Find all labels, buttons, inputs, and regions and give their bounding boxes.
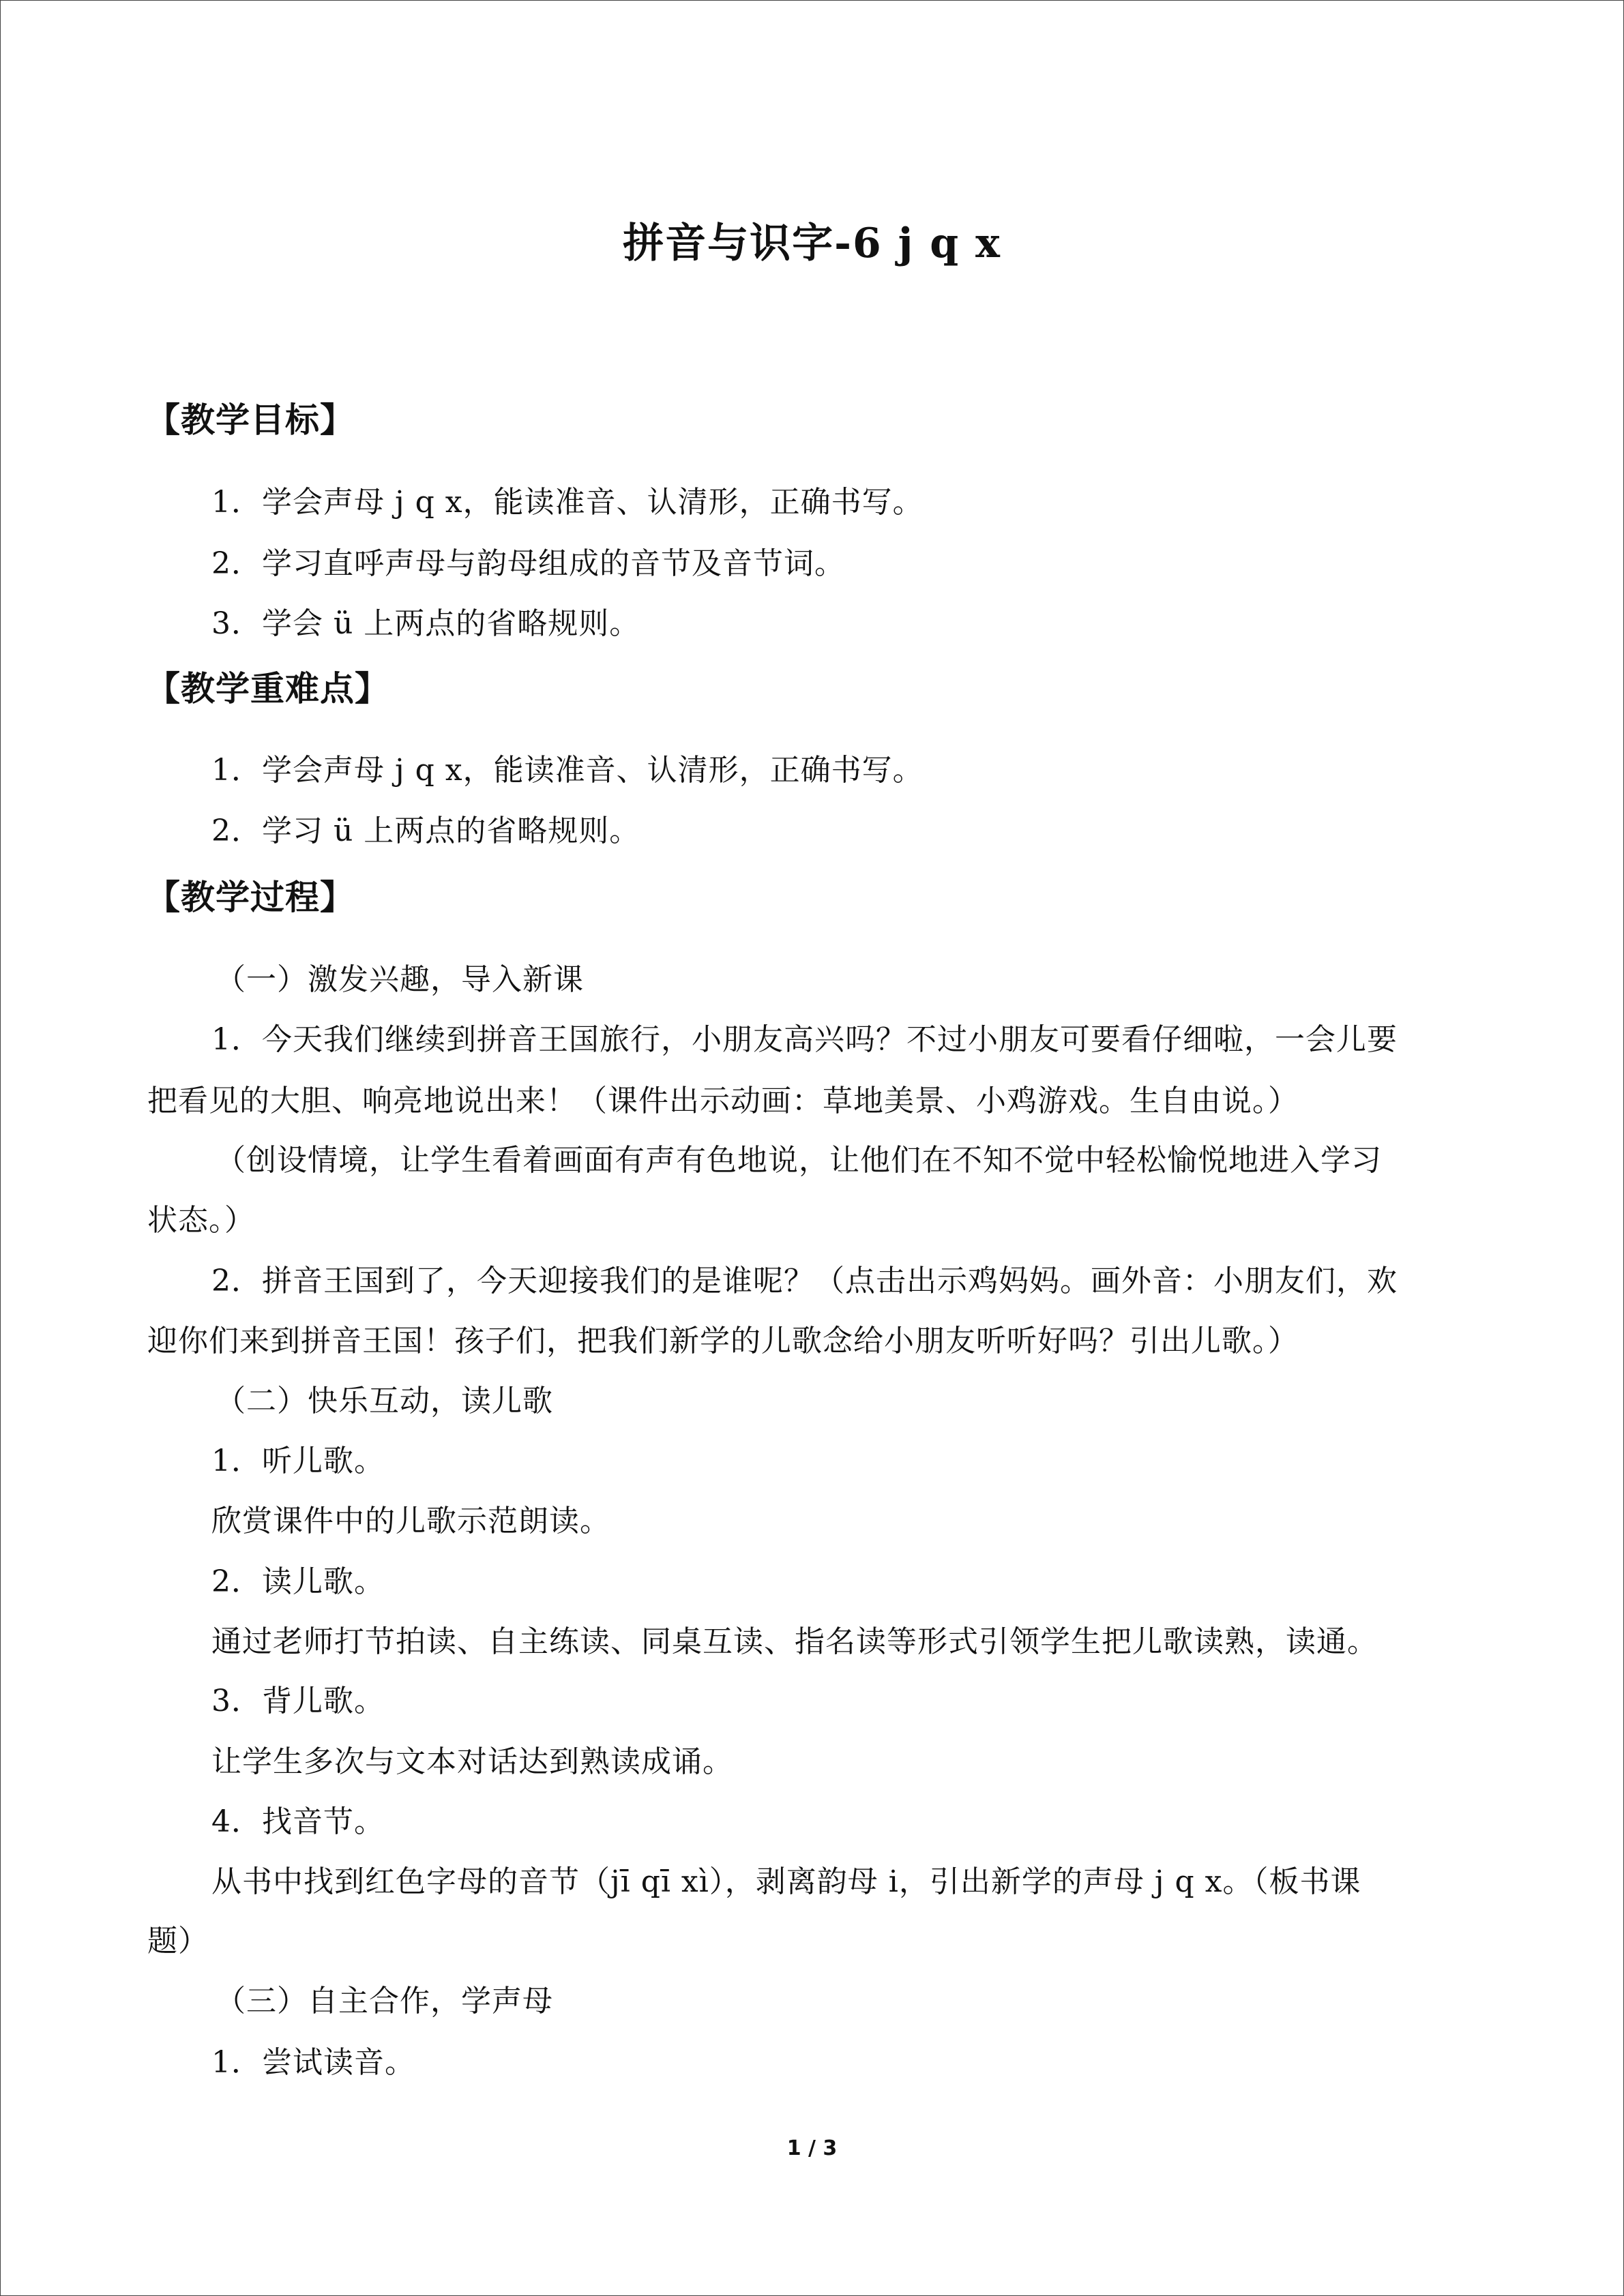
process-subheading-2: （二）快乐互动，读儿歌 xyxy=(216,1384,553,1418)
goal-item-3: 3．学会 ü 上两点的省略规则。 xyxy=(211,606,640,641)
process-paragraph-line: 1．今天我们继续到拼音王国旅行，小朋友高兴吗？不过小朋友可要看仔细啦，一会儿要 xyxy=(211,1022,1398,1057)
process-paragraph-line: 欣赏课件中的儿歌示范朗读。 xyxy=(211,1504,610,1538)
process-paragraph-line: 状态。） xyxy=(147,1203,255,1238)
process-paragraph-line: 把看见的大胆、响亮地说出来！（课件出示动画：草地美景、小鸡游戏。生自由说。） xyxy=(147,1084,1299,1118)
heading-teaching-goals: 【教学目标】 xyxy=(146,400,355,440)
process-paragraph-line: （创设情境，让学生看着画面有声有色地说，让他们在不知不觉中轻松愉悦地进入学习 xyxy=(216,1143,1382,1178)
page-number: 1 / 3 xyxy=(786,2136,838,2160)
process-paragraph-line: 2．读儿歌。 xyxy=(211,1564,385,1599)
process-paragraph-line: 让学生多次与文本对话达到熟读成诵。 xyxy=(211,1744,733,1779)
goal-item-2: 2．学习直呼声母与韵母组成的音节及音节词。 xyxy=(211,546,845,581)
process-paragraph-line: 3．背儿歌。 xyxy=(211,1684,385,1718)
process-paragraph-line: 1．尝试读音。 xyxy=(211,2045,415,2080)
heading-key-difficult-points: 【教学重难点】 xyxy=(146,668,389,709)
process-paragraph-line: 题） xyxy=(147,1924,209,1958)
process-subheading-3: （三）自主合作，学声母 xyxy=(216,1984,553,2018)
process-paragraph-line: 2．拼音王国到了，今天迎接我们的是谁呢？（点击出示鸡妈妈。画外音：小朋友们，欢 xyxy=(211,1264,1398,1298)
process-subheading-1: （一）激发兴趣，导入新课 xyxy=(216,962,584,997)
process-paragraph-line: 4．找音节。 xyxy=(211,1804,385,1839)
heading-teaching-process: 【教学过程】 xyxy=(146,877,355,917)
document-title: 拼音与识字-6 j q x xyxy=(623,220,1001,267)
process-paragraph-line: 从书中找到红色字母的音节（jī qī xì），剥离韵母 i，引出新学的声母 j q x。（板书课 xyxy=(211,1864,1361,1899)
key-item-2: 2．学习 ü 上两点的省略规则。 xyxy=(211,814,640,848)
goal-item-1: 1．学会声母 j q x，能读准音、认清形，正确书写。 xyxy=(211,485,924,520)
process-paragraph-line: 迎你们来到拼音王国！孩子们，把我们新学的儿歌念给小朋友听听好吗？引出儿歌。） xyxy=(147,1324,1299,1358)
process-paragraph-line: 通过老师打节拍读、自主练读、同桌互读、指名读等形式引领学生把儿歌读熟，读通。 xyxy=(211,1624,1378,1659)
process-paragraph-line: 1．听儿歌。 xyxy=(211,1444,385,1478)
key-item-1: 1．学会声母 j q x，能读准音、认清形，正确书写。 xyxy=(211,753,924,788)
